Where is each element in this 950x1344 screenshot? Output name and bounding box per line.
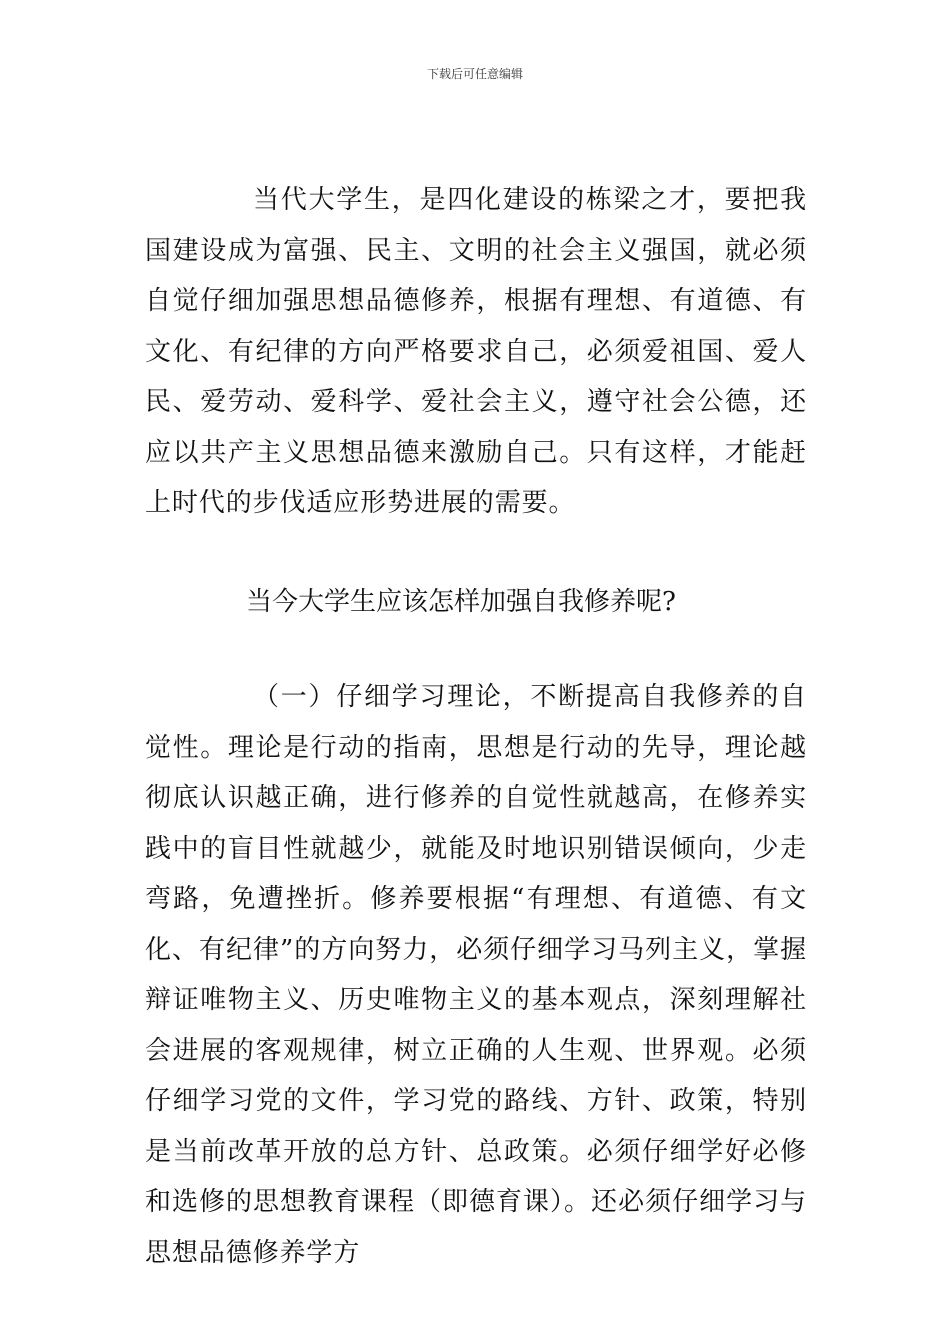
section-one-paragraph: （一）仔细学习理论，不断提高自我修养的自觉性。理论是行动的指南，思想是行动的先导，理论越彻底认识越正确，进行修养的自觉性就越高，在修养实践中的盲目性就越少，就能及时地识别错误倾向，少走弯路，免遭挫折。修养要根据“有理想、有道德、有文化、有纪律”的方向努力，必须仔细学习马列主义，掌握辩证唯物主义、历史唯物主义的基本观点，深刻理解社会进展的客观规律，树立正确的人生观、世界观。必须仔细学习党的文件，学习党的路线、方针、政策，特别是当前改革开放的总方针、总政策。必须仔细学好必修和选修的思想教育课程（即德育课）。还必须仔细学习与思想品德修养学方 (145, 682, 807, 1268)
page-header: 下载后可任意编辑 (426, 67, 523, 81)
intro-paragraph: 当代大学生，是四化建设的栋梁之才，要把我国建设成为富强、民主、文明的社会主义强国，就必须自觉仔细加强思想品德修养，根据有理想、有道德、有文化、有纪律的方向严格要求自己，必须爱祖国、爱人民、爱劳动、爱科学、爱社会主义，遵守社会公德，还应以共产主义思想品德来激励自己。只有这样，才能赶上时代的步伐适应形势进展的需要。 (145, 185, 807, 518)
section-heading: 当今大学生应该怎样加强自我修养呢? (246, 587, 676, 617)
